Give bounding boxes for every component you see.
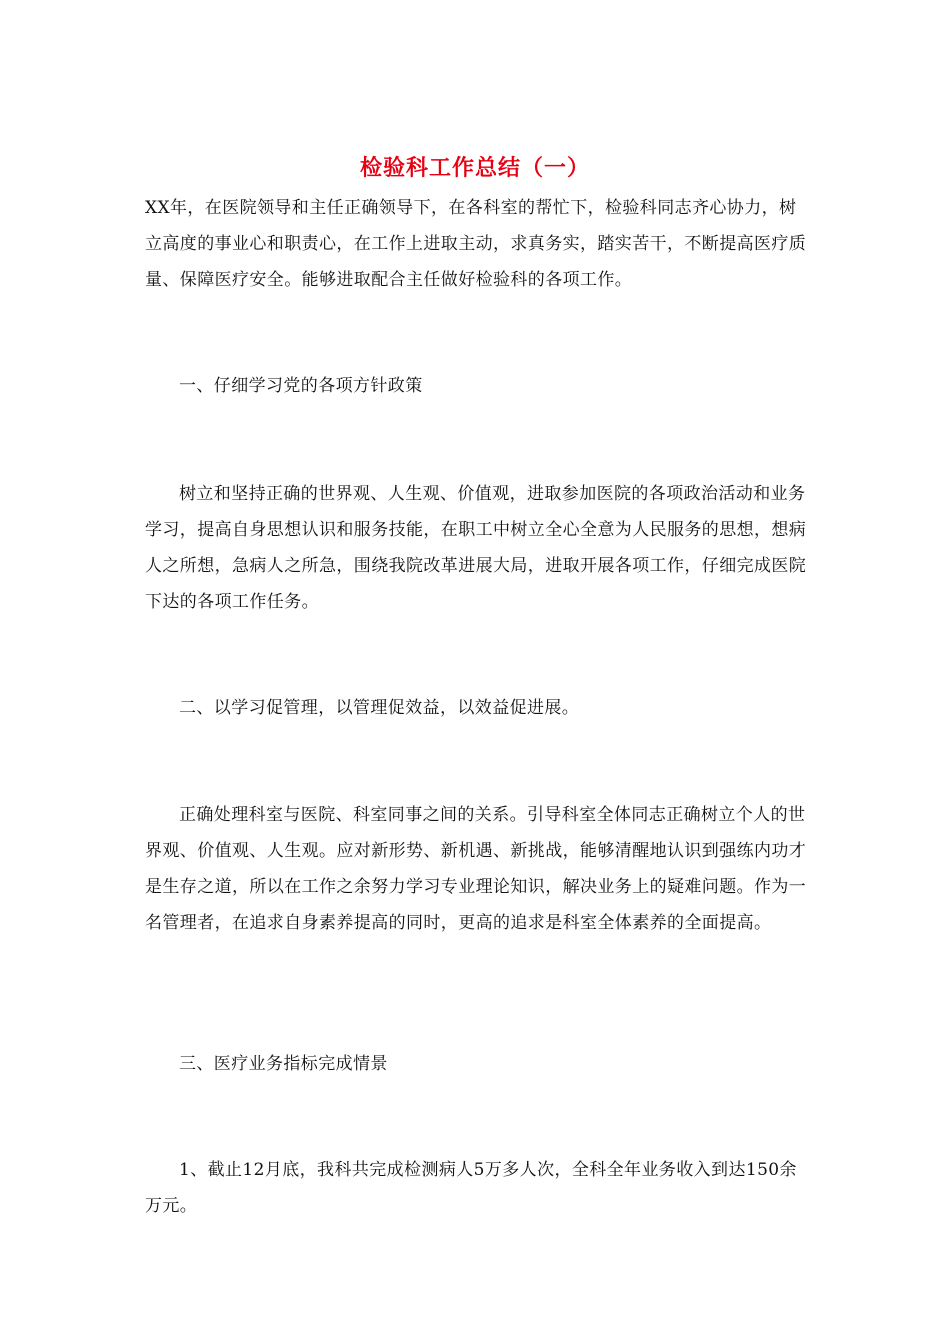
section2-heading: 二、以学习促管理，以管理促效益，以效益促进展。 bbox=[179, 698, 580, 718]
section1-heading: 一、仔细学习党的各项方针政策 bbox=[179, 376, 423, 396]
section3-item-1: 1、截止12月底，我科共完成检测病人5万多人次，全科全年业务收入到达150余万元。 bbox=[145, 1160, 797, 1216]
section3-heading: 三、医疗业务指标完成情景 bbox=[179, 1054, 388, 1074]
section2-body: 正确处理科室与医院、科室同事之间的关系。引导科室全体同志正确树立个人的世界观、价值观、人生观。应对新形势、新机遇、新挑战，能够清醒地认识到强练内功才是生存之道，所以在工作之余努力学习专业理论知识，解决业务上的疑难问题。作为一名管理者，在追求自身素养提高的同时，更高的追求是科室全体素养的全面提高。 bbox=[145, 805, 807, 933]
section1-body: 树立和坚持正确的世界观、人生观、价值观，进取参加医院的各项政治活动和业务学习，提高自身思想认识和服务技能，在职工中树立全心全意为人民服务的思想，想病人之所想，急病人之所急，围绕我院改革进展大局，进取开展各项工作，仔细完成医院下达的各项工作任务。 bbox=[145, 484, 807, 612]
intro-paragraph: XX年，在医院领导和主任正确领导下，在各科室的帮忙下，检验科同志齐心协力，树立高度的事业心和职责心，在工作上进取主动，求真务实，踏实苦干，不断提高医疗质量、保障医疗安全。能够进取配合主任做好检验科的各项工作。 bbox=[145, 198, 807, 290]
document-title: 检验科工作总结（一） bbox=[359, 155, 590, 181]
